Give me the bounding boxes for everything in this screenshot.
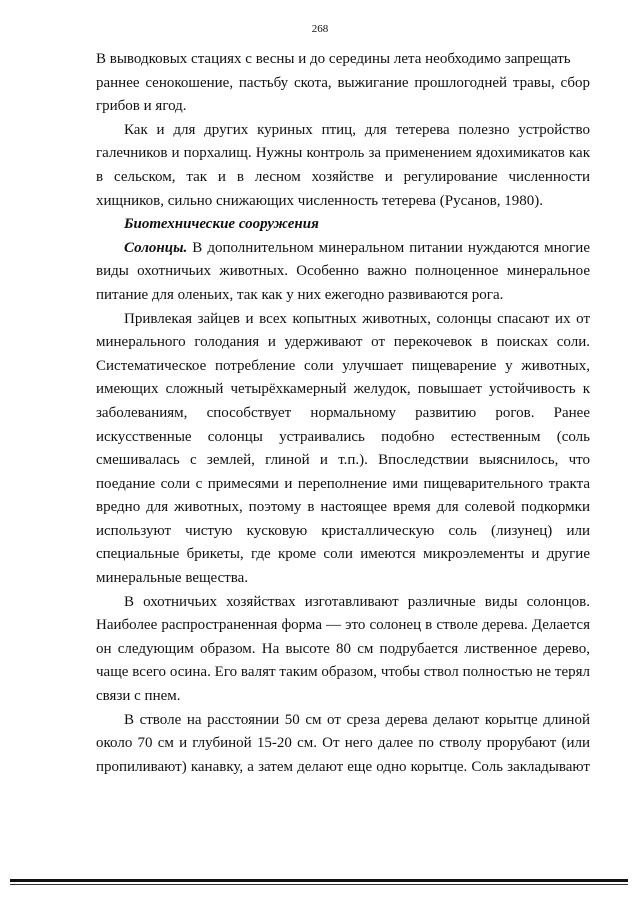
text-line: связи с пнем. bbox=[96, 688, 181, 705]
text-line: В стволе на расстоянии 50 см от среза дерева делают корытце длиной bbox=[124, 711, 590, 728]
text-line: вредно для животных, поэтому в настоящее время для солевой подкормки bbox=[96, 499, 590, 516]
text-line: минеральные вещества. bbox=[96, 570, 249, 587]
text-line: Наиболее распространенная форма — это солонец в стволе дерева. Делается bbox=[96, 617, 590, 634]
text-line-rest: В дополнительном минеральном питании нуждаются многие bbox=[187, 239, 590, 256]
text-line: питание для оленьих, так как у них ежегодно развиваются рога. bbox=[96, 286, 504, 303]
text-line: чаще всего осина. Его валят таким образом, чтобы ствол полностью не терял bbox=[96, 664, 590, 681]
text-line: минерального голодания и удерживают от перекочевок в поисках соли. bbox=[96, 334, 590, 351]
text-line: Привлекая зайцев и всех копытных животных, солонцы спасают их от bbox=[124, 310, 590, 327]
text-line: грибов и ягод. bbox=[96, 98, 187, 115]
text-line: В охотничьих хозяйствах изготавливают различные виды солонцов. bbox=[124, 593, 590, 610]
text-line: раннее сенокошение, пастьбу скота, выжигание прошлогодней травы, сбор bbox=[96, 74, 590, 91]
text-line: пропиливают) канавку, а затем делают еще одно корытце. Соль закладывают bbox=[96, 758, 590, 775]
text-line: он следующим образом. На высоте 80 см подрубается лиственное дерево, bbox=[96, 640, 590, 657]
bottom-rule-thin bbox=[10, 884, 628, 885]
page-number: 268 bbox=[311, 23, 329, 35]
text-line: искусственные солонцы устраивались подобно естественным (соль bbox=[96, 428, 590, 445]
text-line: поедание соли с примесями и переполнение ими пищеварительного тракта bbox=[96, 475, 590, 492]
text-line: Как и для других куриных птиц, для тетерева полезно устройство bbox=[124, 121, 590, 138]
text-line: галечников и порхалищ. Нужны контроль за применением ядохимикатов как bbox=[96, 145, 590, 162]
text-line: хищников, сильно снижающих численность тетерева (Русанов, 1980). bbox=[96, 192, 543, 209]
bottom-rule bbox=[10, 879, 628, 882]
text-line: в сельском, так и в лесном хозяйстве и регулирование численности bbox=[96, 168, 590, 185]
text-line: заболеваниям, способствует нормальному развитию рогов. Ранее bbox=[96, 404, 590, 421]
text-line: имеющих сложный четырёхкамерный желудок, повышает устойчивость к bbox=[96, 381, 590, 398]
text-line: специальные брикеты, где кроме соли имеются микроэлементы и другие bbox=[96, 546, 590, 563]
text-line: около 70 см и глубиной 15-20 см. От него далее по стволу прорубают (или bbox=[96, 735, 590, 752]
text-line: В выводковых стациях с весны и до середины лета необходимо запрещать bbox=[96, 51, 571, 67]
page-body bbox=[96, 48, 590, 779]
text-line: Систематическое потребление соли улучшает пищеварение у животных, bbox=[96, 357, 590, 374]
text-line: используют чистую кусковую кристаллическую соль (лизунец) или bbox=[96, 522, 590, 539]
text-line bbox=[96, 237, 590, 261]
term-solontsy: Солонцы. bbox=[124, 239, 188, 256]
text-line: смешивалась с землей, глиной и т.п.). Впоследствии выяснилось, что bbox=[96, 452, 590, 469]
section-heading: Биотехнические сооружения bbox=[124, 216, 319, 233]
text-line: виды охотничьих животных. Особенно важно полноценное минеральное bbox=[96, 263, 590, 280]
